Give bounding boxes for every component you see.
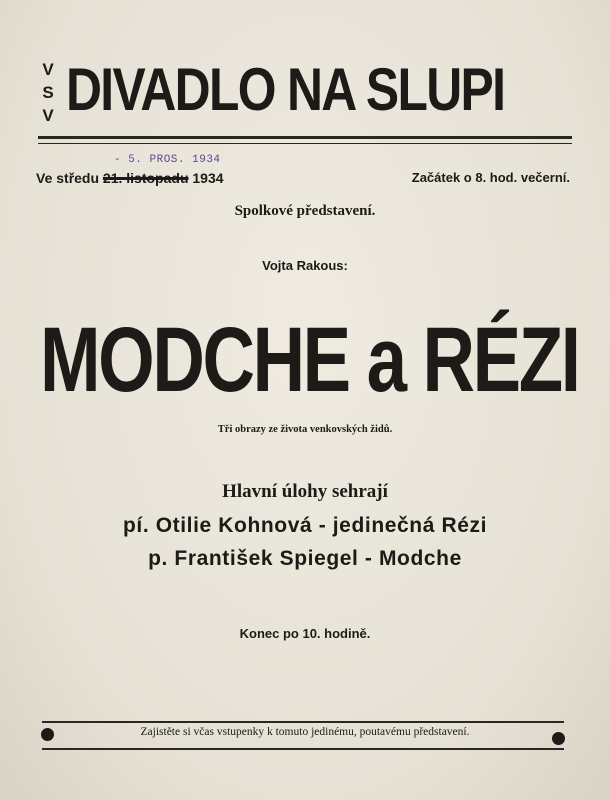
author: Vojta Rakous: (262, 258, 348, 273)
theatre-name: DIVADLO NA SLUPI (66, 56, 505, 123)
header-rule-thick (38, 136, 572, 139)
play-subtitle: Tři obrazy ze života venkovských židů. (217, 424, 393, 435)
end-time: Konec po 10. hodině. (239, 626, 371, 641)
cast-member: p. František Spiegel - Modche (148, 547, 462, 570)
cast-member: pí. Otilie Kohnová - jedinečná Rézi (122, 514, 488, 537)
struck-original-date: 21. listopadu (102, 170, 189, 186)
play-title: MODCHE a RÉZI (40, 309, 579, 411)
cast-heading: Hlavní úlohy sehrají (222, 481, 388, 502)
performance-date (36, 170, 224, 186)
badge-letter: S (42, 83, 54, 102)
header-rule-thin (38, 143, 572, 144)
footer-rule-bottom (42, 748, 564, 750)
footer-note: Zajistěte si včas vstupenky k tomuto jedinému, poutavému představení. (140, 726, 470, 738)
badge-letter: V (42, 106, 54, 125)
start-time: Začátek o 8. hod. večerní. (411, 170, 570, 185)
badge-letter: V (42, 60, 54, 79)
vsv-badge (40, 58, 56, 127)
footer-rule-top (42, 721, 564, 723)
date-stamp: - 5. PROS. 1934 (114, 154, 221, 166)
performance-type: Spolkové představení. (234, 203, 376, 219)
date-prefix: Ve středu (36, 170, 100, 186)
date-year: 1934 (192, 170, 224, 186)
